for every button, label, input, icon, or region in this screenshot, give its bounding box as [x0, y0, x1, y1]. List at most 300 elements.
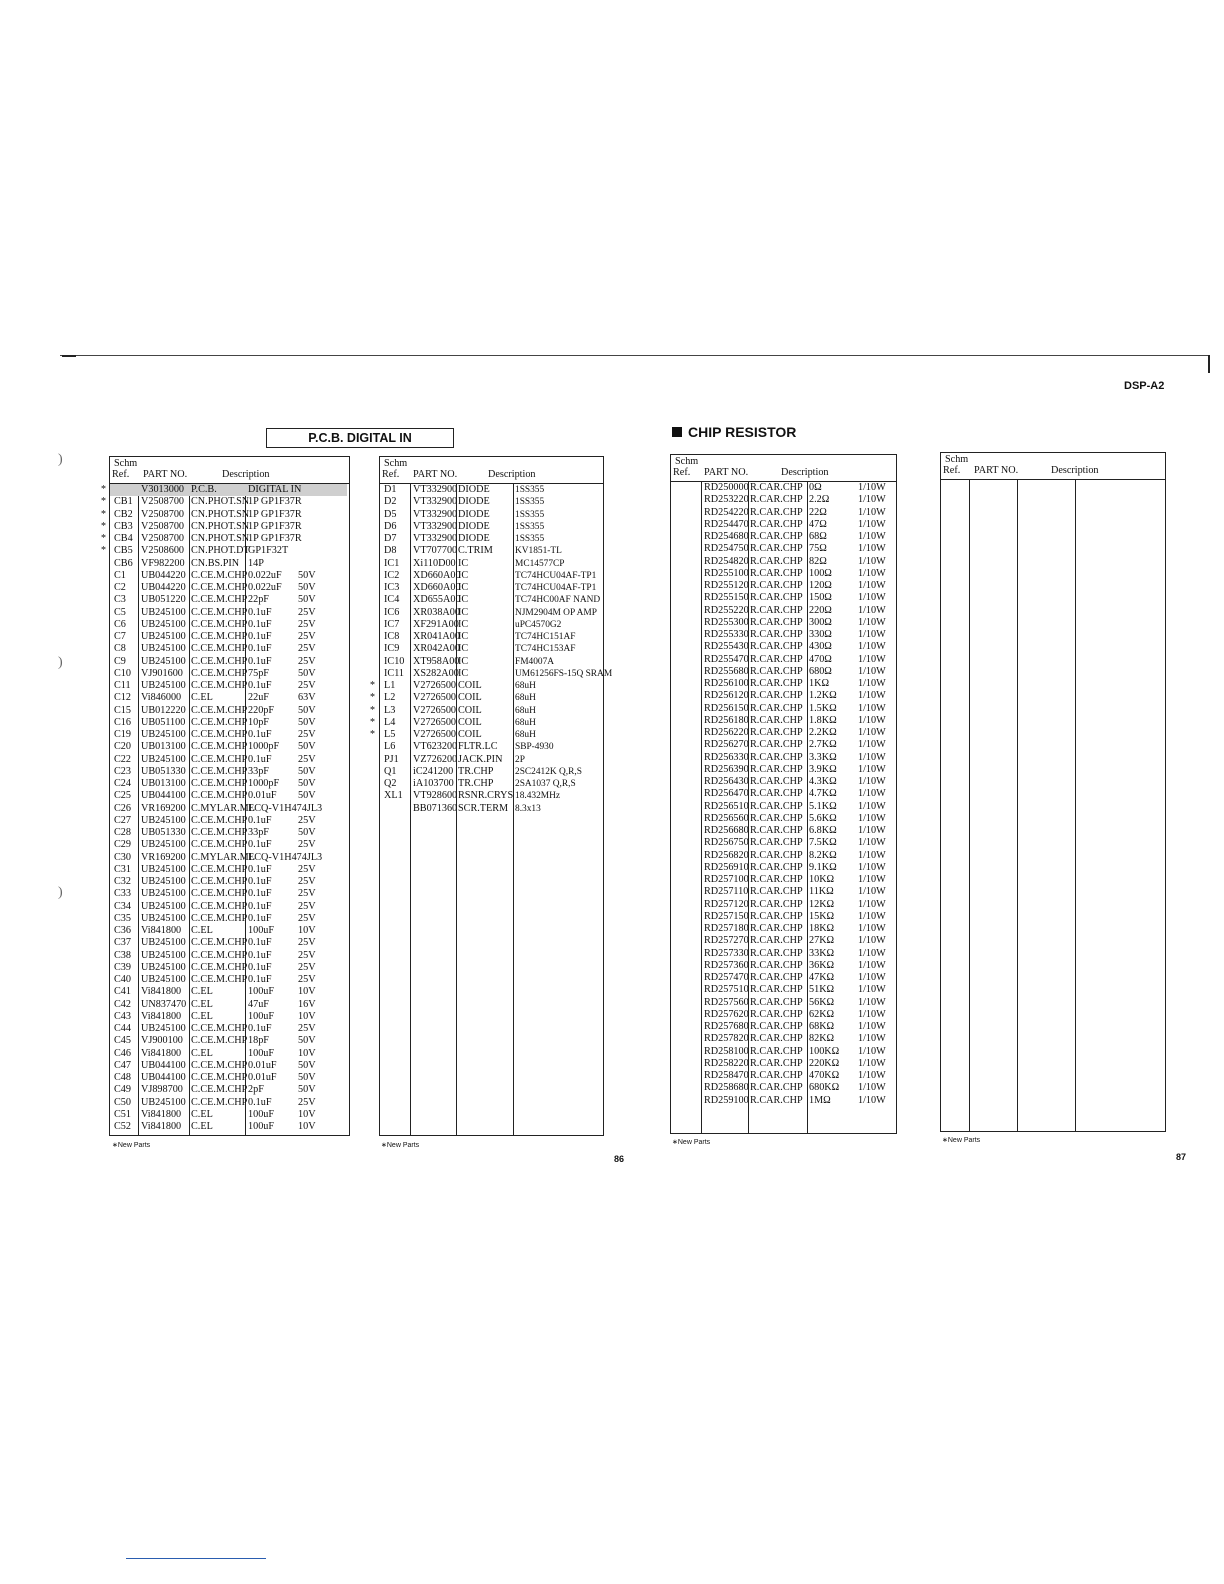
- power-rating-cell: 1/10W: [858, 812, 886, 824]
- part-no-cell: RD256180: [704, 714, 749, 726]
- bottom-link-line: [126, 1558, 266, 1559]
- table3-title: [672, 424, 796, 440]
- hdr-part-no: PART NO.: [143, 469, 188, 480]
- ref-cell: L3: [384, 704, 396, 716]
- table-row: [671, 678, 896, 690]
- desc-value-cell: 2SA1037 Q,R,S: [515, 779, 576, 789]
- desc-type-cell: R.CAR.CHP: [750, 1045, 803, 1057]
- table-row: [110, 558, 349, 570]
- table-row: [110, 1084, 349, 1096]
- desc-value-cell: 68uH: [515, 705, 536, 716]
- table-row: [671, 948, 896, 960]
- power-rating-cell: 1/10W: [858, 947, 886, 959]
- part-no-cell: RD254470: [704, 518, 749, 530]
- ref-cell: L4: [384, 716, 396, 728]
- table1-title: P.C.B. DIGITAL IN: [266, 428, 454, 448]
- power-rating-cell: 1/10W: [858, 972, 886, 983]
- desc-value-cell: 1SS355: [515, 485, 545, 495]
- desc-value-cell: 0.1uF: [248, 753, 272, 765]
- ref-cell: C7: [114, 631, 126, 642]
- desc-value-cell: ECQ-V1H474JL3: [248, 802, 323, 814]
- table-row: [671, 813, 896, 825]
- desc-type-cell: C.CE.M.CHP: [191, 827, 248, 838]
- resistance-cell: 8.2KΩ: [809, 849, 837, 861]
- desc-value-cell: TC74HC153AF: [515, 644, 576, 655]
- desc-value-cell: 1P GP1F37R: [248, 508, 302, 520]
- desc-type-cell: C.CE.M.CHP: [191, 839, 248, 851]
- desc-value-cell: ECQ-V1H474JL3: [248, 851, 323, 863]
- ref-cell: C39: [114, 961, 131, 973]
- ref-cell: CB4: [114, 533, 133, 544]
- part-no-cell: UB012220: [141, 704, 186, 716]
- resistance-cell: 6.8KΩ: [809, 825, 837, 836]
- part-no-cell: VT623200: [413, 741, 458, 753]
- desc-rating-cell: 25V: [298, 655, 316, 667]
- table-row: [380, 754, 603, 766]
- table-row: [380, 582, 603, 594]
- part-no-cell: UB044220: [141, 569, 186, 581]
- part-no-cell: V2508600: [141, 545, 185, 557]
- desc-value-cell: 1000pF: [248, 741, 280, 753]
- desc-value-cell: 0.01uF: [248, 790, 277, 802]
- part-no-cell: XR042A00: [413, 643, 460, 655]
- desc-type-cell: IC: [458, 582, 469, 593]
- table-row: [380, 741, 603, 753]
- part-no-cell: RD255300: [704, 616, 749, 628]
- desc-type-cell: C.CE.M.CHP: [191, 729, 248, 740]
- part-no-cell: VF982200: [141, 557, 185, 569]
- desc-type-cell: R.CAR.CHP: [750, 910, 803, 922]
- desc-rating-cell: 25V: [298, 863, 316, 875]
- desc-type-cell: R.CAR.CHP: [750, 935, 803, 947]
- power-rating-cell: 1/10W: [858, 800, 886, 812]
- desc-type-cell: C.TRIM: [458, 545, 493, 557]
- desc-type-cell: R.CAR.CHP: [750, 800, 803, 812]
- table-row: [671, 727, 896, 739]
- table-row: [110, 680, 349, 692]
- table-row: [671, 543, 896, 555]
- part-no-cell: V2726500: [413, 704, 457, 716]
- desc-value-cell: FM4007A: [515, 656, 555, 667]
- power-rating-cell: 1/10W: [858, 996, 886, 1008]
- table-row: [110, 1072, 349, 1084]
- part-no-cell: RD257560: [704, 996, 749, 1008]
- resistance-cell: 47Ω: [809, 518, 827, 530]
- resistance-cell: 7.5KΩ: [809, 837, 837, 849]
- desc-value-cell: TC74HC151AF: [515, 632, 576, 642]
- table-row: [110, 766, 349, 778]
- part-no-cell: RD254220: [704, 506, 749, 518]
- ref-cell: IC8: [384, 631, 400, 642]
- table-row: [380, 509, 603, 521]
- part-no-cell: UB245100: [141, 643, 186, 655]
- resistance-cell: 9.1KΩ: [809, 861, 837, 873]
- new-part-marker: *: [101, 484, 106, 495]
- new-part-marker: *: [101, 508, 106, 520]
- table-row: [380, 790, 603, 802]
- power-rating-cell: 1/10W: [858, 543, 886, 555]
- desc-type-cell: R.CAR.CHP: [750, 1094, 803, 1106]
- desc-rating-cell: 50V: [298, 1059, 316, 1071]
- ref-cell: C47: [114, 1059, 131, 1071]
- part-no-cell: Vi841800: [141, 925, 182, 936]
- table-row: [671, 1070, 896, 1082]
- table-row: [110, 803, 349, 815]
- power-rating-cell: 1/10W: [858, 1045, 886, 1057]
- hdr-part-no: PART NO.: [704, 467, 749, 478]
- hdr-ref: Ref.: [382, 469, 400, 480]
- ref-cell: C3: [114, 594, 126, 606]
- table-row: [110, 1097, 349, 1109]
- desc-value-cell: GP1F32T: [248, 545, 289, 557]
- ref-cell: C40: [114, 974, 131, 985]
- table-row: [380, 558, 603, 570]
- desc-type-cell: R.CAR.CHP: [750, 482, 803, 493]
- part-no-cell: RD256330: [704, 751, 749, 763]
- desc-type-cell: C.EL: [191, 1121, 213, 1132]
- desc-type-cell: C.CE.M.CHP: [191, 1084, 248, 1096]
- desc-rating-cell: 10V: [298, 1108, 316, 1120]
- part-no-cell: Xi110D00: [413, 557, 456, 569]
- desc-rating-cell: 50V: [298, 704, 316, 716]
- desc-type-cell: C.CE.M.CHP: [191, 741, 248, 753]
- desc-type-cell: C.EL: [191, 986, 213, 998]
- desc-type-cell: C.EL: [191, 925, 213, 936]
- resistance-cell: 5.6KΩ: [809, 812, 837, 824]
- desc-type-cell: R.CAR.CHP: [750, 531, 803, 542]
- part-no-cell: UN837470: [141, 998, 187, 1010]
- desc-type-cell: SCR.TERM: [458, 802, 509, 814]
- table-row: [101, 484, 349, 496]
- table-pcb-digital-in: [101, 456, 350, 1136]
- table-row: [380, 521, 603, 533]
- desc-value-cell: 18pF: [248, 1035, 269, 1047]
- table-row: [671, 568, 896, 580]
- resistance-cell: 47KΩ: [809, 972, 835, 983]
- table-row: [380, 631, 603, 643]
- desc-type-cell: CN.PHOT.SN: [191, 533, 250, 544]
- desc-type-cell: CN.PHOT.SN: [191, 520, 250, 532]
- power-rating-cell: 1/10W: [858, 1008, 886, 1020]
- hdr-ref: Ref.: [943, 465, 961, 476]
- desc-value-cell: 0.1uF: [248, 839, 272, 851]
- desc-type-cell: R.CAR.CHP: [750, 849, 803, 861]
- table-row: [671, 801, 896, 813]
- desc-type-cell: C.CE.M.CHP: [191, 594, 248, 606]
- part-no-cell: VJ901600: [141, 667, 183, 679]
- part-no-cell: iA103700: [413, 778, 454, 789]
- desc-value-cell: 22pF: [248, 594, 269, 606]
- power-rating-cell: 1/10W: [858, 1082, 886, 1094]
- part-no-cell: RD256120: [704, 690, 749, 702]
- part-no-cell: Vi841800: [141, 1047, 182, 1059]
- table-row: [671, 654, 896, 666]
- desc-type-cell: R.CAR.CHP: [750, 751, 803, 763]
- table-row: [671, 1046, 896, 1058]
- ref-cell: IC9: [384, 643, 400, 655]
- resistance-cell: 2.2KΩ: [809, 727, 837, 738]
- part-no-cell: RD256680: [704, 825, 749, 836]
- table-row: [671, 1058, 896, 1070]
- power-rating-cell: 1/10W: [858, 1057, 886, 1069]
- desc-type-cell: R.CAR.CHP: [750, 996, 803, 1008]
- resistance-cell: 82KΩ: [809, 1033, 835, 1045]
- table-row: [110, 754, 349, 766]
- desc-rating-cell: 50V: [298, 1072, 316, 1083]
- power-rating-cell: 1/10W: [858, 923, 886, 934]
- part-no-cell: UB044220: [141, 582, 186, 593]
- desc-value-cell: 8.3x13: [515, 803, 541, 814]
- part-no-cell: VT332900: [413, 520, 458, 532]
- table-header: [110, 457, 349, 484]
- desc-value-cell: 100uF: [248, 1010, 275, 1022]
- table-row: [671, 923, 896, 935]
- desc-type-cell: COIL: [458, 716, 482, 728]
- table-row: [671, 531, 896, 543]
- desc-type-cell: IC: [458, 655, 469, 667]
- desc-type-cell: R.CAR.CHP: [750, 678, 803, 689]
- table-row: [671, 776, 896, 788]
- desc-rating-cell: 25V: [298, 839, 316, 851]
- power-rating-cell: 1/10W: [858, 959, 886, 971]
- power-rating-cell: 1/10W: [858, 482, 886, 493]
- ref-cell: C28: [114, 827, 131, 838]
- part-no-cell: UB245100: [141, 814, 186, 826]
- desc-type-cell: C.CE.M.CHP: [191, 888, 248, 900]
- desc-value-cell: 68uH: [515, 693, 536, 704]
- desc-value-cell: UM61256FS-15Q SRAM: [515, 668, 613, 679]
- table-row: [671, 1082, 896, 1094]
- desc-type-cell: C.MYLAR.ML: [191, 802, 255, 814]
- table-row: [380, 667, 613, 680]
- desc-type-cell: R.CAR.CHP: [750, 763, 803, 775]
- part-no-cell: RD259100: [704, 1094, 749, 1106]
- resistance-cell: 10KΩ: [809, 874, 835, 885]
- table-row: [101, 508, 349, 521]
- resistance-cell: 33KΩ: [809, 947, 835, 959]
- desc-value-cell: 0.1uF: [248, 814, 272, 826]
- desc-rating-cell: 25V: [298, 937, 316, 949]
- part-no-cell: XD660A00: [413, 569, 461, 581]
- desc-value-cell: 68uH: [515, 681, 536, 691]
- hdr-part-no: PART NO.: [413, 469, 458, 480]
- table-row: [370, 692, 603, 704]
- desc-value-cell: 0.1uF: [248, 900, 272, 912]
- part-no-cell: UB245100: [141, 888, 186, 900]
- ref-cell: CB2: [114, 508, 133, 520]
- part-no-cell: RD256510: [704, 800, 749, 812]
- desc-type-cell: DIODE: [458, 508, 490, 520]
- desc-type-cell: R.CAR.CHP: [750, 702, 803, 714]
- table-row: [110, 913, 349, 925]
- desc-type-cell: CN.BS.PIN: [191, 557, 240, 569]
- part-no-cell: VT332900: [413, 508, 458, 520]
- table-row: [380, 656, 603, 668]
- resistance-cell: 470Ω: [809, 653, 832, 665]
- desc-value-cell: MC14577CP: [515, 558, 565, 569]
- desc-value-cell: 100uF: [248, 1121, 275, 1132]
- power-rating-cell: 1/10W: [858, 531, 886, 542]
- resistance-cell: 100Ω: [809, 567, 832, 579]
- part-no-cell: UB013100: [141, 778, 186, 789]
- desc-type-cell: R.CAR.CHP: [750, 947, 803, 959]
- table-row: [110, 729, 349, 741]
- power-rating-cell: 1/10W: [858, 1070, 886, 1081]
- resistance-cell: 1.5KΩ: [809, 702, 837, 714]
- part-no-cell: VT332900: [413, 496, 458, 508]
- power-rating-cell: 1/10W: [858, 567, 886, 579]
- part-no-cell: RD256560: [704, 812, 749, 824]
- desc-value-cell: 1P GP1F37R: [248, 520, 302, 532]
- ref-cell: L1: [384, 680, 396, 691]
- power-rating-cell: 1/10W: [858, 751, 886, 763]
- desc-value-cell: 0.022uF: [248, 582, 282, 593]
- table-row: [110, 705, 349, 717]
- ref-cell: CB6: [114, 557, 133, 569]
- desc-type-cell: R.CAR.CHP: [750, 1033, 803, 1045]
- desc-value-cell: 33pF: [248, 765, 269, 777]
- desc-type-cell: C.MYLAR.ML: [191, 851, 255, 863]
- table-row: [671, 862, 896, 874]
- desc-rating-cell: 25V: [298, 814, 316, 826]
- desc-value-cell: 100uF: [248, 1108, 275, 1120]
- desc-type-cell: C.EL: [191, 998, 213, 1010]
- power-rating-cell: 1/10W: [858, 1094, 886, 1106]
- table-row: [370, 729, 603, 741]
- desc-value-cell: 0.01uF: [248, 1072, 277, 1083]
- desc-value-cell: 1SS355: [515, 521, 545, 532]
- table-row: [380, 766, 603, 778]
- part-no-cell: BB071360: [413, 802, 458, 814]
- part-no-cell: RD257150: [704, 910, 749, 922]
- table-row: [380, 496, 603, 508]
- ref-cell: XL1: [384, 790, 403, 802]
- desc-type-cell: C.CE.M.CHP: [191, 1096, 248, 1108]
- desc-rating-cell: 25V: [298, 618, 316, 630]
- desc-type-cell: R.CAR.CHP: [750, 555, 803, 567]
- desc-type-cell: IC: [458, 594, 469, 606]
- desc-type-cell: R.CAR.CHP: [750, 580, 803, 591]
- desc-rating-cell: 25V: [298, 606, 316, 618]
- resistance-cell: 27KΩ: [809, 935, 835, 947]
- desc-type-cell: C.EL: [191, 692, 213, 704]
- power-rating-cell: 1/10W: [858, 898, 886, 910]
- part-no-cell: RD258680: [704, 1082, 749, 1094]
- desc-type-cell: IC: [458, 606, 469, 618]
- part-no-cell: UB245100: [141, 900, 186, 912]
- ref-cell: C35: [114, 912, 131, 924]
- part-no-cell: VR169200: [141, 802, 186, 814]
- resistance-cell: 0Ω: [809, 482, 822, 493]
- table-row: [671, 556, 896, 568]
- resistance-cell: 22Ω: [809, 506, 827, 518]
- desc-type-cell: COIL: [458, 692, 482, 704]
- power-rating-cell: 1/10W: [858, 849, 886, 861]
- desc-value-cell: 0.1uF: [248, 863, 272, 875]
- desc-type-cell: C.CE.M.CHP: [191, 631, 248, 642]
- table-row: [110, 925, 349, 937]
- hdr-part-no: PART NO.: [974, 465, 1019, 476]
- desc-value-cell: 0.1uF: [248, 961, 272, 973]
- part-no-cell: RD256910: [704, 861, 749, 873]
- desc-type-cell: C.CE.M.CHP: [191, 1035, 248, 1047]
- desc-type-cell: P.C.B.: [191, 484, 217, 495]
- part-no-cell: RD255150: [704, 592, 749, 604]
- desc-type-cell: COIL: [458, 680, 482, 691]
- hdr-ref: Ref.: [673, 467, 691, 478]
- table-row: [110, 852, 349, 864]
- page-number-left: 86: [614, 1154, 625, 1164]
- desc-value-cell: 1000pF: [248, 778, 280, 789]
- desc-rating-cell: 25V: [298, 974, 316, 985]
- part-no-cell: UB245100: [141, 631, 186, 642]
- ref-cell: IC7: [384, 618, 400, 630]
- desc-value-cell: 1P GP1F37R: [248, 533, 302, 544]
- desc-rating-cell: 25V: [298, 900, 316, 912]
- power-rating-cell: 1/10W: [858, 788, 886, 800]
- part-no-cell: UB245100: [141, 1096, 186, 1108]
- desc-type-cell: C.CE.M.CHP: [191, 655, 248, 667]
- desc-value-cell: 0.1uF: [248, 643, 272, 655]
- ref-cell: D7: [384, 533, 397, 544]
- desc-rating-cell: 25V: [298, 1023, 316, 1034]
- table-row: [671, 641, 896, 653]
- desc-rating-cell: 50V: [298, 716, 316, 728]
- resistance-cell: 300Ω: [809, 616, 832, 628]
- ref-cell: C37: [114, 937, 131, 949]
- table-row: [671, 494, 896, 506]
- desc-type-cell: C.CE.M.CHP: [191, 937, 248, 949]
- desc-type-cell: C.CE.M.CHP: [191, 582, 248, 593]
- ref-cell: C1: [114, 569, 126, 581]
- ref-cell: C32: [114, 876, 131, 887]
- table-header: [671, 455, 896, 482]
- table-row: [671, 739, 896, 751]
- power-rating-cell: 1/10W: [858, 984, 886, 996]
- part-no-cell: RD255100: [704, 567, 749, 579]
- desc-type-cell: R.CAR.CHP: [750, 494, 803, 506]
- table-row: [671, 899, 896, 911]
- table-row: [671, 825, 896, 837]
- table-row: [110, 631, 349, 643]
- table-row: [380, 533, 603, 545]
- desc-value-cell: 0.1uF: [248, 729, 272, 740]
- desc-type-cell: TR.CHP: [458, 778, 494, 789]
- part-no-cell: RD256390: [704, 763, 749, 775]
- part-no-cell: V2726500: [413, 729, 457, 740]
- desc-type-cell: R.CAR.CHP: [750, 1057, 803, 1069]
- part-no-cell: Vi841800: [141, 1108, 182, 1120]
- power-rating-cell: 1/10W: [858, 763, 886, 775]
- desc-type-cell: R.CAR.CHP: [750, 972, 803, 983]
- table-row: [671, 605, 896, 617]
- ref-cell: IC10: [384, 655, 405, 667]
- power-rating-cell: 1/10W: [858, 678, 886, 689]
- resistance-cell: 3.3KΩ: [809, 751, 837, 763]
- desc-type-cell: R.CAR.CHP: [750, 1021, 803, 1032]
- ref-cell: C15: [114, 704, 131, 716]
- table-row: [110, 888, 349, 900]
- power-rating-cell: 1/10W: [858, 727, 886, 738]
- part-no-cell: UB051100: [141, 716, 186, 728]
- table-row: [671, 1095, 896, 1107]
- resistance-cell: 51KΩ: [809, 984, 835, 996]
- resistance-cell: 220KΩ: [809, 1057, 840, 1069]
- new-part-marker: *: [370, 716, 375, 728]
- part-no-cell: RD257120: [704, 898, 749, 910]
- desc-rating-cell: 50V: [298, 594, 316, 606]
- model-name: DSP-A2: [1124, 380, 1165, 392]
